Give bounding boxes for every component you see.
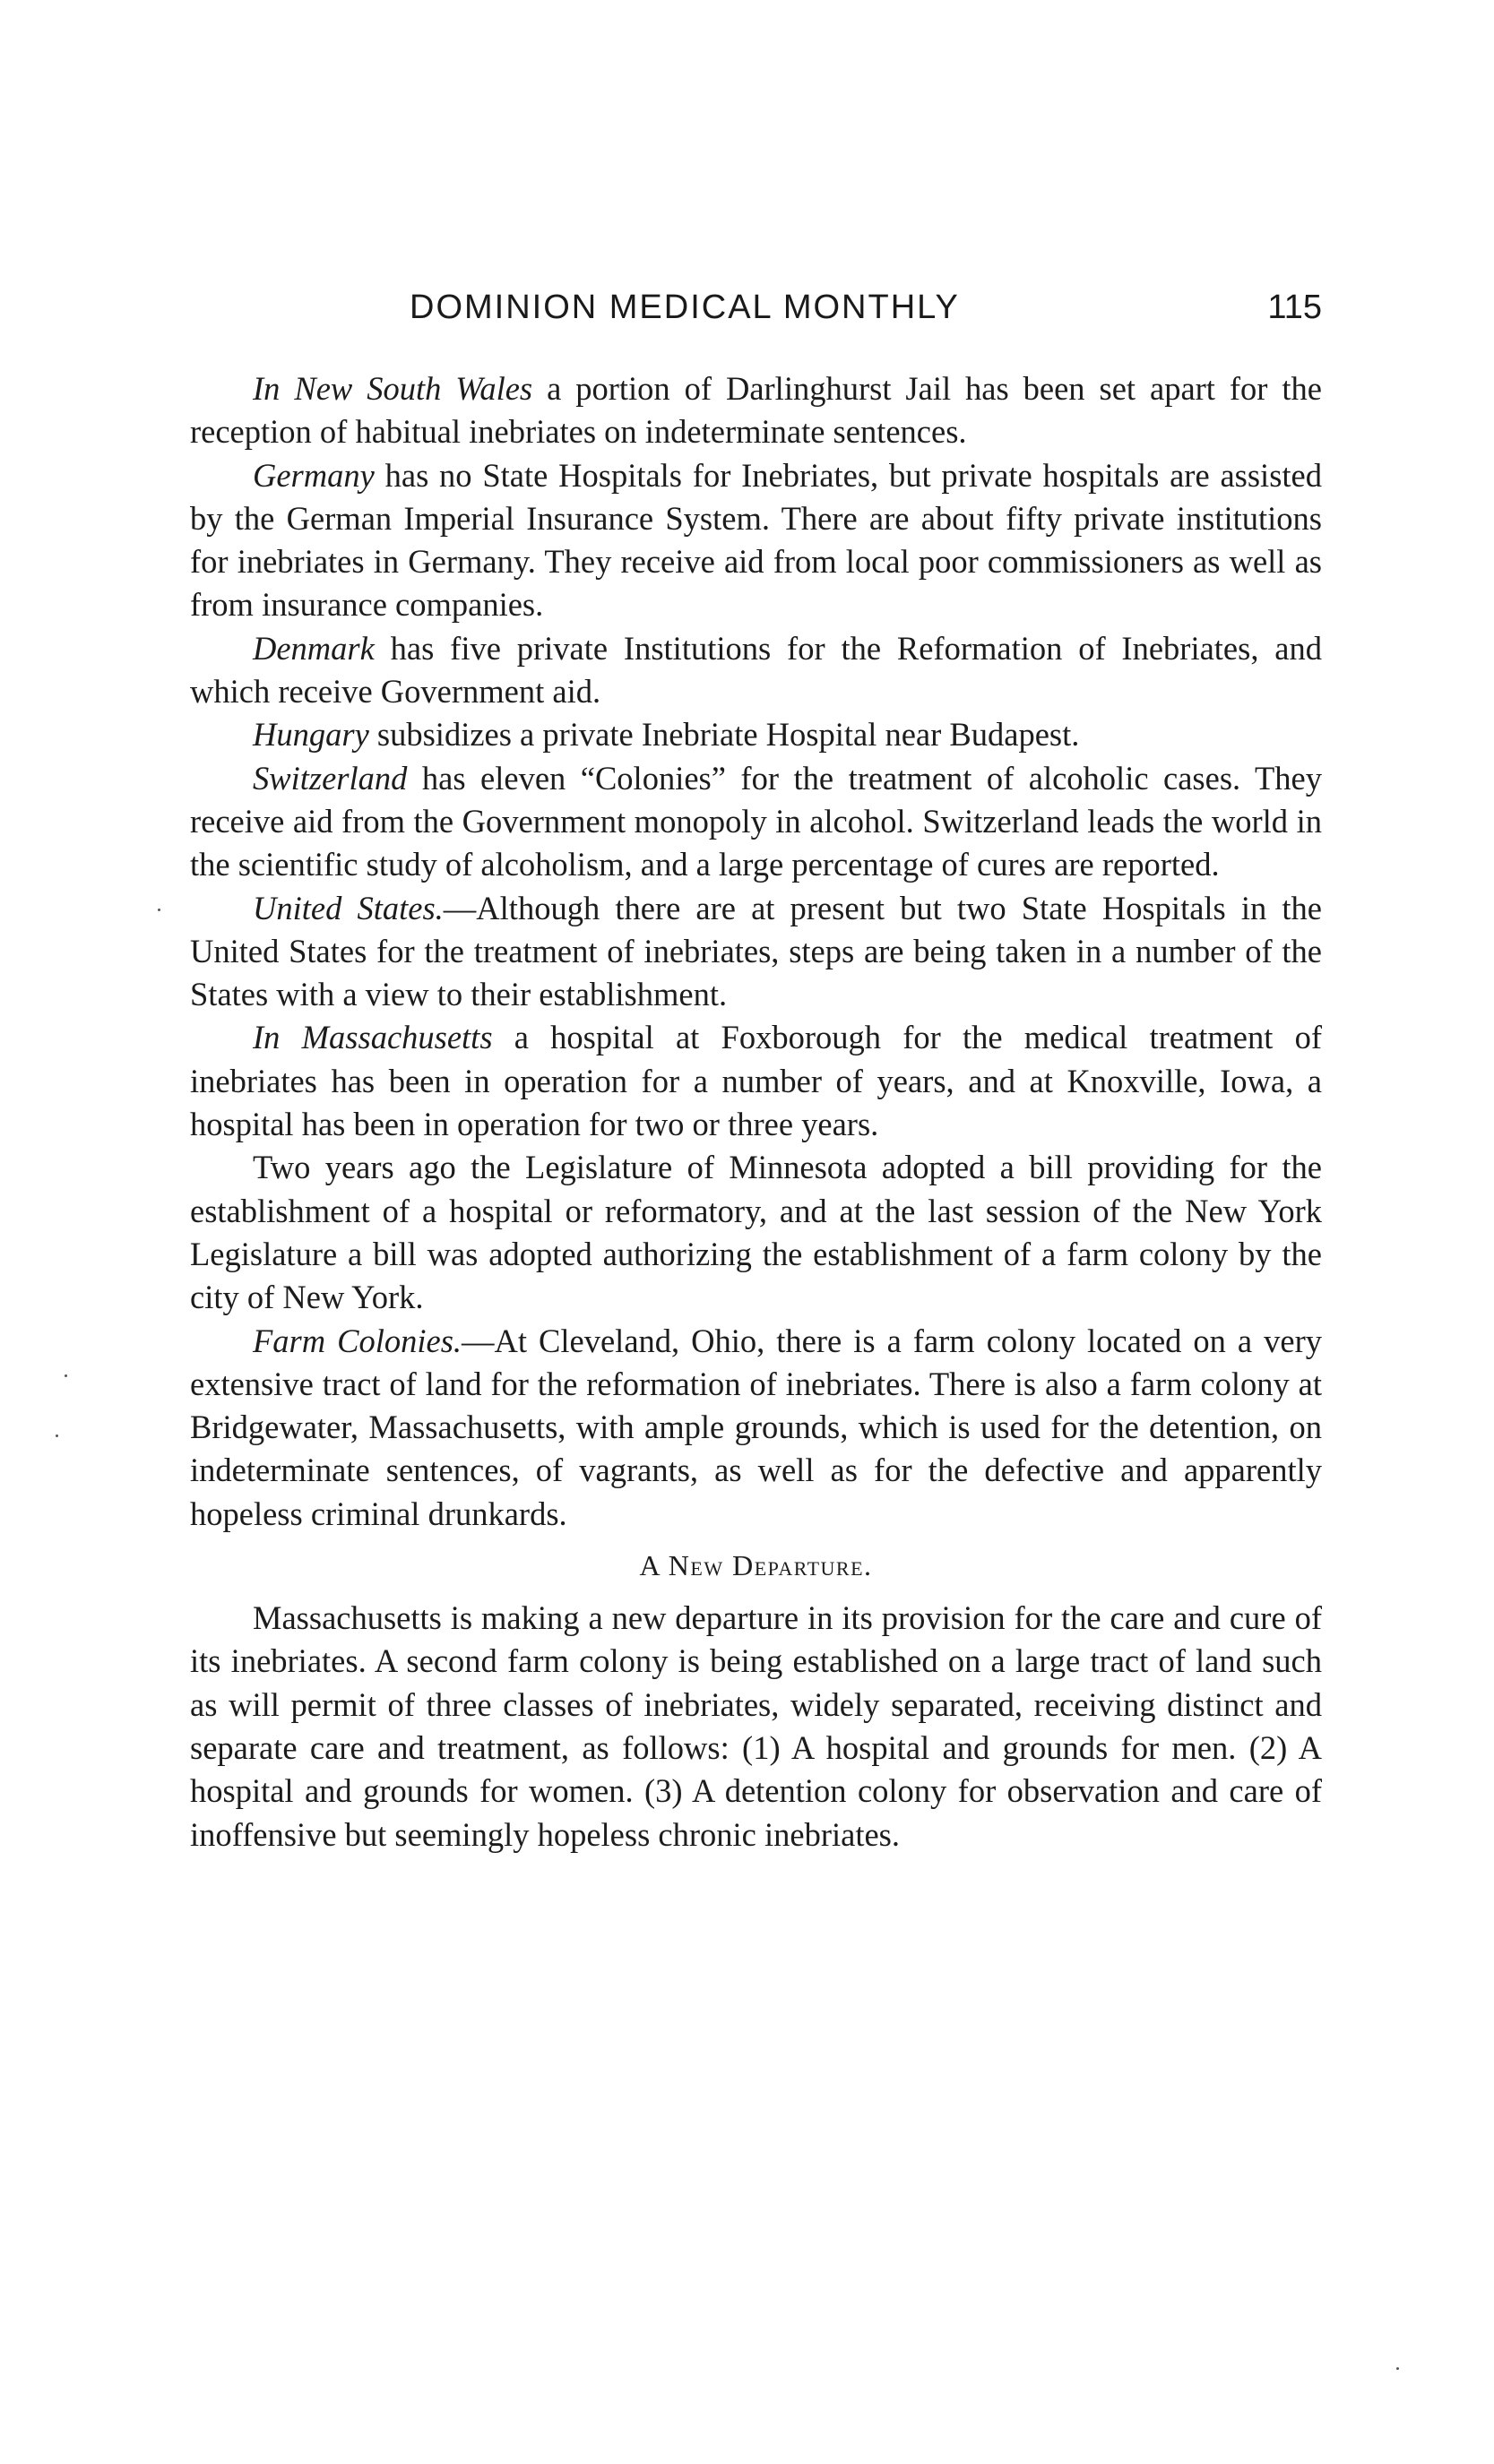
paragraph-lead: United States.: [253, 889, 444, 926]
paragraph-germany: [190, 454, 1322, 627]
paragraph-text: subsidizes a private Inebriate Hospital near Budapest.: [368, 716, 1080, 754]
paragraph-text: has five private Institutions for the Reformation of Inebriates, and which receive Government aid.: [190, 629, 1322, 711]
paragraph-united-states: [190, 887, 1322, 1017]
paragraph-new-departure: Massachusetts is making a new departure in its provision for the care and cure of its inebriates. A second farm colony is being established on a large tract of land such as will permit of three classes of inebriates, widely separated, receiving distinct and separate care and treatment, as follows: (1) A hospital and grounds for men. (2) A hospital and grounds for women. (3) A detention colony for observation and care of inoffensive but seemingly hopeless chronic inebriates.: [190, 1599, 1322, 1853]
paragraph-new-south-wales: [190, 367, 1322, 454]
paragraph-text: Two years ago the Legislature of Minnesota adopted a bill providing for the establishment of a hospital or reformatory, and at the last session of the New York Legislature a bill was adopted authorizing the establishment of a farm colony by the city of New York.: [190, 1149, 1322, 1316]
paragraph-text: a hospital at Foxborough for the medical treatment of inebriates has been in operation for a number of years, and at Knoxville, Iowa, a hospital has been in operation for two or three years.: [190, 1019, 1322, 1143]
scan-speck: [1396, 2367, 1399, 2370]
section-heading: A New Departure.: [639, 1549, 873, 1582]
paragraph-minnesota: [190, 1146, 1322, 1319]
paragraph-lead: Germany: [253, 456, 375, 494]
paragraph-lead: Switzerland: [253, 759, 408, 797]
article-body: [190, 367, 1322, 1857]
paragraph-hungary: [190, 713, 1322, 756]
paragraph-lead: In Massachusetts: [253, 1019, 493, 1056]
paragraph-lead: Farm Colonies.: [253, 1322, 462, 1359]
paragraph-text: —Although there are at present but two State Hospitals in the United States for the treatment of inebriates, steps are being taken in a number of the States with a view to their establishment.: [190, 889, 1322, 1013]
page-number: 115: [1267, 289, 1322, 326]
paragraph-text: has no State Hospitals for Inebriates, but private hospitals are assisted by the German Imperial Insurance System. There are about fifty private institutions for inebriates in Germany. They receive aid from local poor commissioners as well as from insurance companies.: [190, 456, 1322, 624]
journal-title: DOMINION MEDICAL MONTHLY: [410, 289, 960, 326]
paragraph-text: has eleven “Colonies” for the treatment of alcoholic cases. They receive aid from the Government monopoly in alcohol. Switzerland leads the world in the scientific study of alcoholism, and a large percentage of cures are reported.: [190, 759, 1322, 883]
paragraph-text: —At Cleveland, Ohio, there is a farm colony located on a very extensive tract of land for the reformation of inebriates. There is also a farm colony at Bridgewater, Massachusetts, with ample grounds, which is used for the detention, on indeterminate sentences, of vagrants, as well as for the defective and apparently hopeless criminal drunkards.: [190, 1322, 1322, 1532]
paragraph-switzerland: [190, 757, 1322, 887]
paragraph-lead: In New South Wales: [253, 370, 533, 407]
paragraph-lead: Denmark: [253, 629, 375, 667]
paragraph-massachusetts: [190, 1016, 1322, 1146]
paragraph-text: a portion of Darlinghurst Jail has been set apart for the reception of habitual inebriates on indeterminate sentences.: [190, 370, 1322, 451]
running-head: [190, 289, 1322, 339]
scan-speck: [158, 909, 160, 911]
scan-speck: [65, 1374, 67, 1377]
paragraph-farm-colonies: [190, 1320, 1322, 1536]
paragraph-denmark: [190, 627, 1322, 714]
paragraph-lead: Hungary: [253, 716, 369, 754]
scan-speck: [56, 1434, 58, 1437]
